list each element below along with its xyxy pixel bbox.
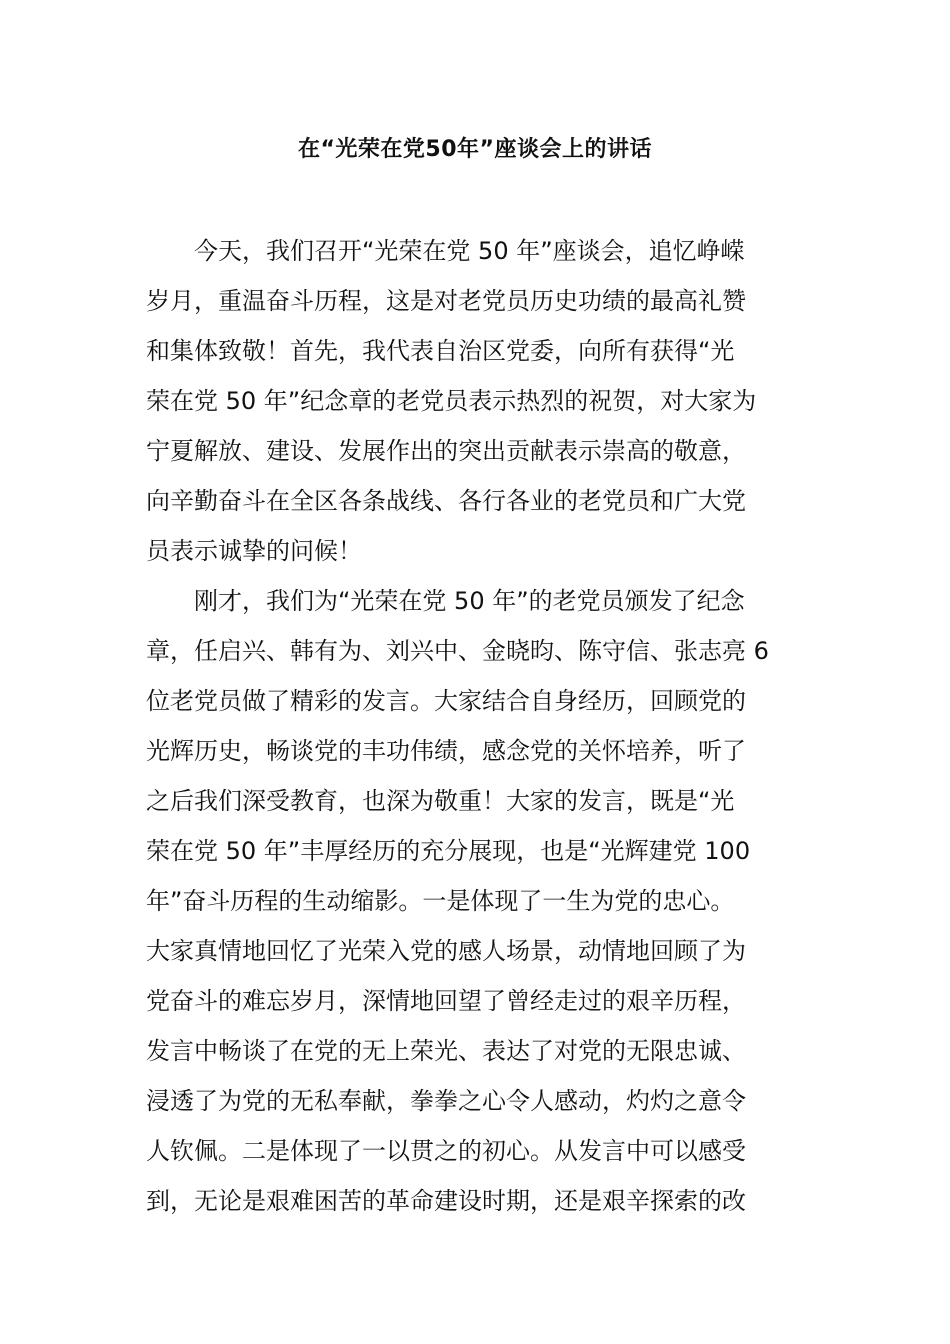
body-line: 大家真情地回忆了光荣入党的感人场景，动情地回顾了为	[146, 937, 746, 965]
document-body	[146, 226, 806, 1226]
body-line: 人钦佩。二是体现了一以贯之的初心。从发言中可以感受	[146, 1137, 746, 1165]
body-line: 荣在党 50 年”丰厚经历的充分展现，也是“光辉建党 100	[146, 837, 751, 865]
body-line: 之后我们深受教育，也深为敬重！大家的发言，既是“光	[146, 787, 735, 815]
body-line: 发言中畅谈了在党的无上荣光、表达了对党的无限忠诚、	[146, 1037, 746, 1065]
document-title: 在“光荣在党50年”座谈会上的讲话	[297, 137, 653, 162]
body-line: 刚才，我们为“光荣在党 50 年”的老党员颁发了纪念	[194, 587, 745, 615]
body-line: 和集体致敬！首先，我代表自治区党委，向所有获得“光	[146, 337, 735, 365]
body-line: 光辉历史，畅谈党的丰功伟绩，感念党的关怀培养，听了	[146, 737, 746, 765]
body-line: 今天，我们召开“光荣在党 50 年”座谈会，追忆峥嵘	[194, 237, 745, 265]
body-line: 员表示诚挚的问候！	[146, 537, 362, 565]
body-line: 岁月，重温奋斗历程，这是对老党员历史功绩的最高礼赞	[146, 287, 746, 315]
body-line: 荣在党 50 年”纪念章的老党员表示热烈的祝贺，对大家为	[146, 387, 757, 415]
body-line: 年”奋斗历程的生动缩影。一是体现了一生为党的忠心。	[146, 887, 735, 915]
body-line: 向辛勤奋斗在全区各条战线、各行各业的老党员和广大党	[146, 487, 746, 515]
body-line: 浸透了为党的无私奉献，拳拳之心令人感动，灼灼之意令	[146, 1087, 746, 1115]
body-line: 宁夏解放、建设、发展作出的突出贡献表示崇高的敬意，	[146, 437, 746, 465]
body-line: 章，任启兴、韩有为、刘兴中、金晓昀、陈守信、张志亮 6	[146, 637, 769, 665]
body-line: 到，无论是艰难困苦的革命建设时期，还是艰辛探索的改	[146, 1187, 746, 1215]
body-line: 党奋斗的难忘岁月，深情地回望了曾经走过的艰辛历程，	[146, 987, 746, 1015]
body-line: 位老党员做了精彩的发言。大家结合自身经历，回顾党的	[146, 687, 746, 715]
